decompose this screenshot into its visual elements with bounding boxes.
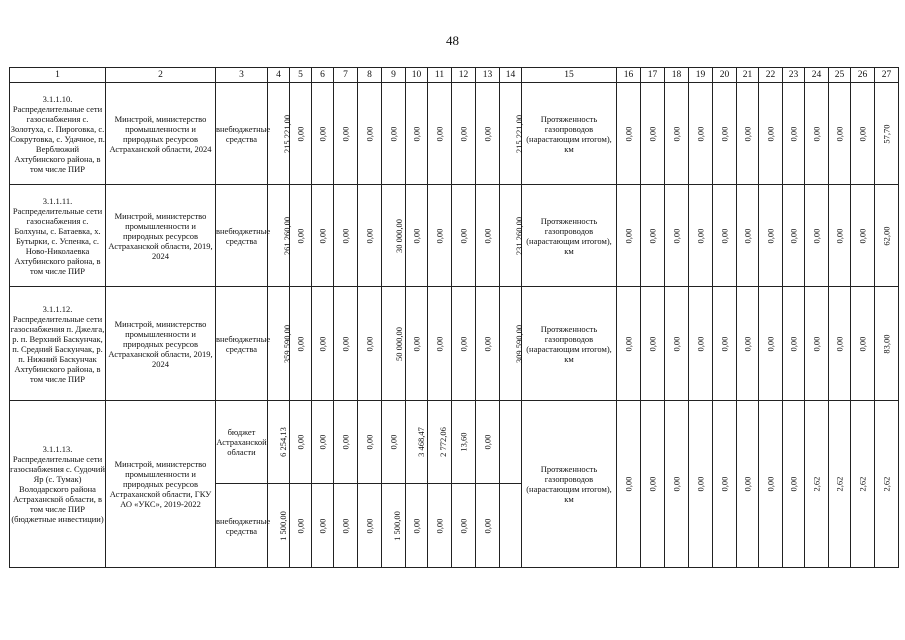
funding-value: 1 500,00: [382, 484, 406, 568]
indicator-value: 0,00: [805, 83, 829, 185]
indicator-value: 0,00: [737, 185, 759, 287]
column-header: 19: [689, 68, 713, 83]
funding-value: 0,00: [290, 401, 312, 484]
indicator-value: 0,00: [713, 287, 737, 401]
funding-source: внебюджетные средства: [216, 185, 268, 287]
funding-value: 0,00: [452, 185, 476, 287]
indicator-name: Протяженность газопроводов (нарастающим итогом), км: [522, 287, 617, 401]
indicator-value: 0,00: [759, 185, 783, 287]
funding-value: 0,00: [476, 185, 500, 287]
responsible-org: Минстрой, министерство промышленности и природных ресурсов Астраханской области, ГКУ АО «УКС», 2019-2022: [106, 401, 216, 568]
funding-value: [500, 484, 522, 568]
funding-value: 0,00: [406, 185, 428, 287]
indicator-value: 0,00: [783, 401, 805, 568]
indicator-value: 0,00: [829, 185, 851, 287]
column-header: 13: [476, 68, 500, 83]
indicator-value: 0,00: [617, 185, 641, 287]
column-header: 1: [10, 68, 106, 83]
responsible-org: Минстрой, министерство промышленности и природных ресурсов Астраханской области, 2024: [106, 83, 216, 185]
funding-value: 3 468,47: [406, 401, 428, 484]
funding-value: 0,00: [290, 484, 312, 568]
object-name: 3.1.1.13. Распределительные сети газоснабжения с. Судочий Яр (с. Тумак) Володарского района Астраханской области, в том числе ПИР (бюджетные инвестиции): [10, 401, 106, 568]
funding-value: 0,00: [358, 287, 382, 401]
funding-value: 0,00: [312, 83, 334, 185]
column-header: 10: [406, 68, 428, 83]
funding-value: 359 590,00: [268, 287, 290, 401]
column-header: 22: [759, 68, 783, 83]
funding-source: внебюджетные средства: [216, 83, 268, 185]
funding-value: 0,00: [452, 287, 476, 401]
indicator-value: 2,62: [829, 401, 851, 568]
funding-source: бюджет Астраханской области: [216, 401, 268, 484]
funding-value: 0,00: [406, 287, 428, 401]
funding-source: внебюджетные средства: [216, 287, 268, 401]
table-row: [10, 287, 899, 401]
funding-value: 0,00: [312, 185, 334, 287]
indicator-value: 0,00: [641, 401, 665, 568]
column-header: 14: [500, 68, 522, 83]
indicator-value: 0,00: [759, 401, 783, 568]
funding-value: 231 260,00: [500, 185, 522, 287]
object-name: 3.1.1.11. Распределительные сети газоснабжения с. Болхуны, с. Батаевка, х. Бутырки, с. Успенка, с. Ново-Николаевка Ахтубинского района, в том числе ПИР: [10, 185, 106, 287]
indicator-value: 0,00: [641, 83, 665, 185]
column-header: 23: [783, 68, 805, 83]
indicator-value: 0,00: [737, 287, 759, 401]
funding-value: 1 500,00: [268, 484, 290, 568]
responsible-org: Минстрой, министерство промышленности и природных ресурсов Астраханской области, 2019, 2024: [106, 185, 216, 287]
column-header: 15: [522, 68, 617, 83]
funding-value: 13,60: [452, 401, 476, 484]
table-row: [10, 83, 899, 185]
funding-value: 0,00: [476, 401, 500, 484]
column-header: 27: [875, 68, 899, 83]
indicator-value: 0,00: [641, 185, 665, 287]
funding-value: 0,00: [476, 484, 500, 568]
object-name: 3.1.1.10. Распределительные сети газоснабжения с. Золотуха, с. Пироговка, с. Сокрутовка, с. Удачное, п. Верблюжий Ахтубинского района, в том числе ПИР: [10, 83, 106, 185]
indicator-value: 0,00: [805, 287, 829, 401]
indicator-value: 0,00: [617, 287, 641, 401]
funding-value: 0,00: [428, 484, 452, 568]
column-header: 12: [452, 68, 476, 83]
column-header: 24: [805, 68, 829, 83]
indicator-name: Протяженность газопроводов (нарастающим итогом), км: [522, 83, 617, 185]
indicator-value: 0,00: [713, 185, 737, 287]
funding-source: внебюджетные средства: [216, 484, 268, 568]
funding-value: 0,00: [290, 185, 312, 287]
column-header: 17: [641, 68, 665, 83]
indicator-value: 0,00: [829, 83, 851, 185]
column-header: 16: [617, 68, 641, 83]
indicator-value: 0,00: [783, 287, 805, 401]
funding-value: 0,00: [312, 484, 334, 568]
indicator-value: 0,00: [665, 83, 689, 185]
indicator-value: 0,00: [851, 185, 875, 287]
indicator-value: 0,00: [759, 287, 783, 401]
column-header: 3: [216, 68, 268, 83]
funding-value: 0,00: [358, 83, 382, 185]
funding-value: 0,00: [334, 401, 358, 484]
funding-value: 0,00: [476, 287, 500, 401]
indicator-value: 0,00: [713, 83, 737, 185]
indicator-value: 0,00: [851, 287, 875, 401]
indicator-value: 2,62: [851, 401, 875, 568]
indicator-value: 0,00: [805, 185, 829, 287]
column-header: 2: [106, 68, 216, 83]
indicator-value: 0,00: [665, 185, 689, 287]
funding-value: 0,00: [290, 83, 312, 185]
funding-value: 0,00: [428, 83, 452, 185]
indicator-name: Протяженность газопроводов (нарастающим итогом), км: [522, 401, 617, 568]
indicator-value: 2,62: [875, 401, 899, 568]
funding-value: 6 254,13: [268, 401, 290, 484]
indicator-value: 0,00: [641, 287, 665, 401]
table-row: [10, 185, 899, 287]
indicator-value: 83,00: [875, 287, 899, 401]
indicator-value: 0,00: [617, 401, 641, 568]
indicator-value: 0,00: [617, 83, 641, 185]
funding-value: 0,00: [334, 185, 358, 287]
responsible-org: Минстрой, министерство промышленности и природных ресурсов Астраханской области, 2019, 2024: [106, 287, 216, 401]
funding-value: 0,00: [358, 401, 382, 484]
funding-value: 0,00: [406, 484, 428, 568]
funding-value: 309 590,00: [500, 287, 522, 401]
column-header: 21: [737, 68, 759, 83]
indicator-value: 0,00: [737, 83, 759, 185]
column-header: 5: [290, 68, 312, 83]
object-name: 3.1.1.12. Распределительные сети газоснабжения п. Джелга, р. п. Верхний Баскунчак, п. Средний Баскунчак, р. п. Нижний Баскунчак Ахтубинского района, в том числе ПИР: [10, 287, 106, 401]
funding-value: 0,00: [358, 484, 382, 568]
indicator-value: 0,00: [829, 287, 851, 401]
indicator-value: 0,00: [713, 401, 737, 568]
funding-value: [500, 401, 522, 484]
funding-value: 50 000,00: [382, 287, 406, 401]
indicator-value: 0,00: [689, 401, 713, 568]
funding-value: 0,00: [382, 83, 406, 185]
indicator-value: 0,00: [783, 185, 805, 287]
column-header: 7: [334, 68, 358, 83]
funding-value: 30 000,00: [382, 185, 406, 287]
indicator-value: 62,00: [875, 185, 899, 287]
funding-value: 0,00: [312, 287, 334, 401]
program-table: [9, 67, 899, 568]
funding-value: 0,00: [334, 287, 358, 401]
indicator-value: 0,00: [665, 287, 689, 401]
funding-value: 0,00: [428, 287, 452, 401]
table-row: [10, 401, 899, 484]
funding-value: 215 221,00: [500, 83, 522, 185]
column-header: 18: [665, 68, 689, 83]
column-header: 8: [358, 68, 382, 83]
column-header: 9: [382, 68, 406, 83]
header-row: [10, 68, 899, 83]
funding-value: 215 221,00: [268, 83, 290, 185]
indicator-value: 0,00: [689, 83, 713, 185]
column-header: 26: [851, 68, 875, 83]
funding-value: 0,00: [452, 484, 476, 568]
column-header: 11: [428, 68, 452, 83]
indicator-value: 0,00: [689, 287, 713, 401]
page-number: 48: [446, 33, 459, 48]
indicator-value: 2,62: [805, 401, 829, 568]
indicator-value: 0,00: [665, 401, 689, 568]
funding-value: 0,00: [382, 401, 406, 484]
column-header: 25: [829, 68, 851, 83]
funding-value: 261 260,00: [268, 185, 290, 287]
funding-value: 0,00: [312, 401, 334, 484]
column-header: 6: [312, 68, 334, 83]
indicator-value: 0,00: [851, 83, 875, 185]
indicator-value: 0,00: [759, 83, 783, 185]
funding-value: 0,00: [406, 83, 428, 185]
funding-value: 0,00: [290, 287, 312, 401]
indicator-value: 57,70: [875, 83, 899, 185]
column-header: 20: [713, 68, 737, 83]
funding-value: 0,00: [334, 83, 358, 185]
funding-value: 0,00: [334, 484, 358, 568]
funding-value: 0,00: [452, 83, 476, 185]
indicator-value: 0,00: [737, 401, 759, 568]
funding-value: 0,00: [428, 185, 452, 287]
funding-value: 2 772,06: [428, 401, 452, 484]
indicator-name: Протяженность газопроводов (нарастающим итогом), км: [522, 185, 617, 287]
column-header: 4: [268, 68, 290, 83]
indicator-value: 0,00: [783, 83, 805, 185]
indicator-value: 0,00: [689, 185, 713, 287]
funding-value: 0,00: [476, 83, 500, 185]
funding-value: 0,00: [358, 185, 382, 287]
